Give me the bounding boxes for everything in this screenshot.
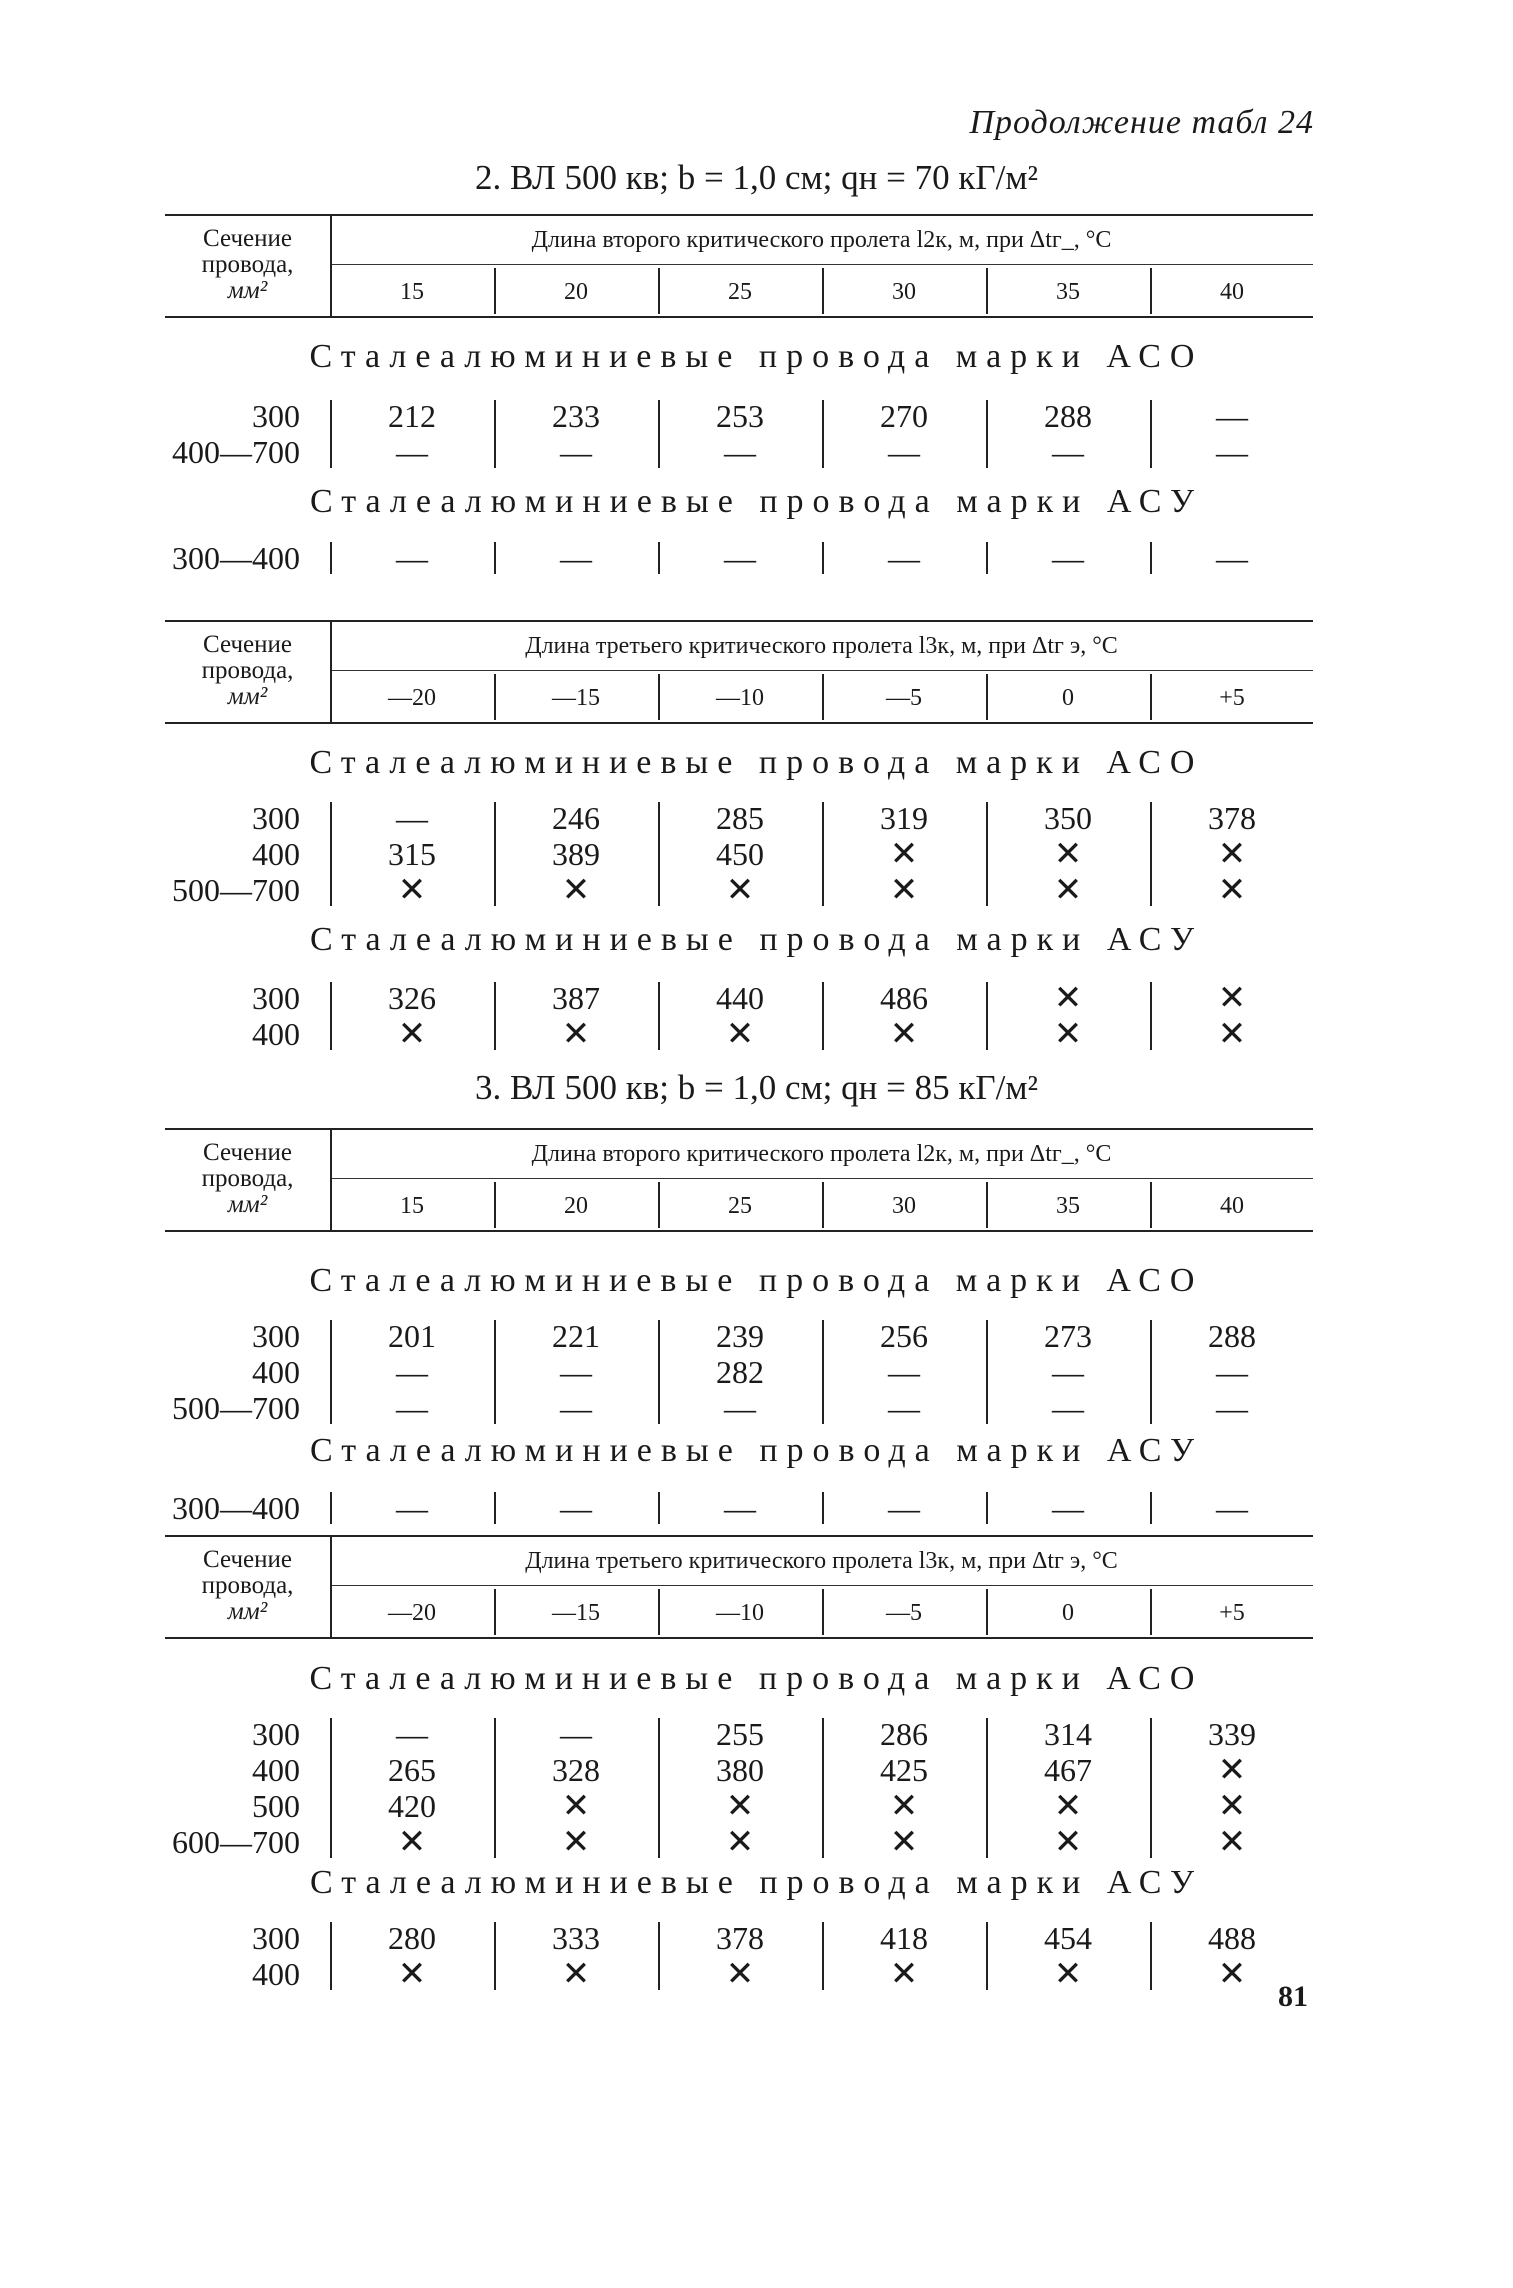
column-divider <box>494 674 496 720</box>
column-header: —20 <box>388 1600 436 1626</box>
table-cell: — <box>396 1390 428 1426</box>
not-applicable-mark: ✕ <box>1217 870 1247 910</box>
table-cell: — <box>1216 1390 1248 1426</box>
column-header: 25 <box>728 279 752 305</box>
table-cell: 285 <box>716 800 764 836</box>
column-divider <box>1150 268 1152 314</box>
row-label: 300 <box>252 800 300 836</box>
table-cell: — <box>1052 434 1084 470</box>
not-applicable-mark: ✕ <box>1053 1822 1083 1862</box>
table-cell: 201 <box>388 1318 436 1354</box>
column-header: +5 <box>1219 685 1245 711</box>
table-cell: — <box>1216 434 1248 470</box>
column-group-header: Длина третьего критического пролета l3к, м, при Δtг э, °С <box>525 1548 1118 1574</box>
table-cell: 389 <box>552 836 600 872</box>
row-header-line: Сечение <box>203 631 292 658</box>
column-header: 20 <box>564 1193 588 1219</box>
not-applicable-mark: ✕ <box>397 870 427 910</box>
table-cell: 339 <box>1208 1716 1256 1752</box>
table-cell: — <box>724 1490 756 1526</box>
column-header: 20 <box>564 279 588 305</box>
table-cell: 350 <box>1044 800 1092 836</box>
not-applicable-mark: ✕ <box>1217 978 1247 1018</box>
table-cell: 286 <box>880 1716 928 1752</box>
table-cell: 333 <box>552 1920 600 1956</box>
not-applicable-mark: ✕ <box>1217 1750 1247 1790</box>
row-label: 500 <box>252 1788 300 1824</box>
column-header: 0 <box>1062 1600 1074 1626</box>
row-label: 300—400 <box>172 1490 300 1526</box>
row-header-line: мм² <box>227 683 268 710</box>
row-label: 300 <box>252 398 300 434</box>
not-applicable-mark: ✕ <box>397 1954 427 1994</box>
row-label: 500—700 <box>172 1390 300 1426</box>
table-top-rule <box>165 620 1313 622</box>
header-mid-rule <box>330 264 1313 265</box>
table-cell: 239 <box>716 1318 764 1354</box>
column-header: —5 <box>886 685 922 711</box>
table-cell: 314 <box>1044 1716 1092 1752</box>
column-header: —10 <box>716 1600 764 1626</box>
table-cell: — <box>396 800 428 836</box>
table-cell: — <box>724 434 756 470</box>
table-cell: — <box>560 1490 592 1526</box>
column-divider <box>822 1589 824 1635</box>
row-header-label <box>165 1140 330 1218</box>
table-cell: 467 <box>1044 1752 1092 1788</box>
not-applicable-mark: ✕ <box>725 870 755 910</box>
table-cell: — <box>560 434 592 470</box>
row-header-line: мм² <box>227 1191 268 1218</box>
table-cell: — <box>1216 398 1248 434</box>
column-header: 0 <box>1062 685 1074 711</box>
table-cell: 418 <box>880 1920 928 1956</box>
column-header: 35 <box>1056 1193 1080 1219</box>
column-divider <box>1150 674 1152 720</box>
row-label: 600—700 <box>172 1824 300 1860</box>
table-cell: 425 <box>880 1752 928 1788</box>
row-label: 300—400 <box>172 540 300 576</box>
table-cell: — <box>396 1354 428 1390</box>
table-cell: 288 <box>1208 1318 1256 1354</box>
table-cell: 378 <box>716 1920 764 1956</box>
row-header-line: мм² <box>227 277 268 304</box>
group-title: Сталеалюминиевые провода марки АСУ <box>309 1864 1204 1901</box>
not-applicable-mark: ✕ <box>889 1822 919 1862</box>
table-cell: 255 <box>716 1716 764 1752</box>
table-cell: — <box>888 540 920 576</box>
table-cell: 212 <box>388 398 436 434</box>
column-header: 35 <box>1056 279 1080 305</box>
header-bottom-rule <box>165 1230 1313 1232</box>
table-cell: 450 <box>716 836 764 872</box>
group-title: Сталеалюминиевые провода марки АСО <box>309 1262 1204 1299</box>
not-applicable-mark: ✕ <box>1217 834 1247 874</box>
row-label: 400 <box>252 836 300 872</box>
column-header: 15 <box>400 1193 424 1219</box>
column-header: —15 <box>552 685 600 711</box>
table-cell: — <box>396 540 428 576</box>
table-cell: 488 <box>1208 1920 1256 1956</box>
column-header: 25 <box>728 1193 752 1219</box>
not-applicable-mark: ✕ <box>889 834 919 874</box>
row-label: 300 <box>252 1318 300 1354</box>
column-header: —20 <box>388 685 436 711</box>
not-applicable-mark: ✕ <box>561 1954 591 1994</box>
group-title: Сталеалюминиевые провода марки АСУ <box>309 483 1204 520</box>
row-header-label <box>165 1547 330 1625</box>
row-header-label <box>165 632 330 710</box>
table-cell: — <box>888 1490 920 1526</box>
row-label: 400 <box>252 1354 300 1390</box>
column-divider <box>986 1589 988 1635</box>
table-cell: — <box>724 540 756 576</box>
data-table <box>165 1535 1313 1994</box>
table-cell: 265 <box>388 1752 436 1788</box>
table-cell: 380 <box>716 1752 764 1788</box>
row-header-line: Сечение <box>203 225 292 252</box>
header-bottom-rule <box>165 722 1313 724</box>
column-divider <box>822 1182 824 1228</box>
not-applicable-mark: ✕ <box>725 1822 755 1862</box>
table-cell: — <box>888 1390 920 1426</box>
column-group-header: Длина второго критического пролета l2к, м, при Δtг_, °С <box>531 1141 1112 1167</box>
table-cell: — <box>1216 1490 1248 1526</box>
table-cell: 326 <box>388 980 436 1016</box>
column-header: +5 <box>1219 1600 1245 1626</box>
header-bottom-rule <box>165 1637 1313 1639</box>
column-divider <box>822 674 824 720</box>
header-mid-rule <box>330 670 1313 671</box>
table-cell: 280 <box>388 1920 436 1956</box>
row-label: 500—700 <box>172 872 300 908</box>
not-applicable-mark: ✕ <box>725 1014 755 1054</box>
group-title: Сталеалюминиевые провода марки АСУ <box>309 921 1204 958</box>
column-header: 40 <box>1220 279 1244 305</box>
column-divider <box>494 1589 496 1635</box>
table-cell: 246 <box>552 800 600 836</box>
table-cell: — <box>560 540 592 576</box>
not-applicable-mark: ✕ <box>1053 1786 1083 1826</box>
table-cell: — <box>724 1390 756 1426</box>
not-applicable-mark: ✕ <box>1053 834 1083 874</box>
not-applicable-mark: ✕ <box>725 1954 755 1994</box>
not-applicable-mark: ✕ <box>725 1786 755 1826</box>
not-applicable-mark: ✕ <box>1217 1014 1247 1054</box>
table-cell: 319 <box>880 800 928 836</box>
table-cell: — <box>1216 540 1248 576</box>
row-header-line: провода, <box>201 1165 294 1192</box>
row-header-line: Сечение <box>203 1546 292 1573</box>
not-applicable-mark: ✕ <box>1217 1954 1247 1994</box>
row-label: 400 <box>252 1752 300 1788</box>
table-cell: 288 <box>1044 398 1092 434</box>
not-applicable-mark: ✕ <box>397 1014 427 1054</box>
column-header: —5 <box>886 1600 922 1626</box>
header-mid-rule <box>330 1585 1313 1586</box>
table-cell: 270 <box>880 398 928 434</box>
not-applicable-mark: ✕ <box>561 1014 591 1054</box>
table-cell: — <box>560 1716 592 1752</box>
table-cell: 454 <box>1044 1920 1092 1956</box>
not-applicable-mark: ✕ <box>1217 1822 1247 1862</box>
column-header: —10 <box>716 685 764 711</box>
column-divider <box>1150 1182 1152 1228</box>
row-label: 300 <box>252 1716 300 1752</box>
column-header: 30 <box>892 279 916 305</box>
column-group-header: Длина второго критического пролета l2к, м, при Δtг_, °С <box>531 227 1112 253</box>
table-cell: 253 <box>716 398 764 434</box>
table-cell: — <box>396 1716 428 1752</box>
column-header: 40 <box>1220 1193 1244 1219</box>
column-divider <box>658 1182 660 1228</box>
table-cell: — <box>888 434 920 470</box>
not-applicable-mark: ✕ <box>561 1786 591 1826</box>
column-divider <box>494 1182 496 1228</box>
header-mid-rule <box>330 1178 1313 1179</box>
not-applicable-mark: ✕ <box>889 1786 919 1826</box>
section-title: 2. ВЛ 500 кв; b = 1,0 см; qн = 70 кГ/м² <box>475 158 1038 197</box>
table-cell: 221 <box>552 1318 600 1354</box>
row-header-line: Сечение <box>203 1139 292 1166</box>
row-label: 300 <box>252 1920 300 1956</box>
table-top-rule <box>165 1535 1313 1537</box>
page-number: 81 <box>1278 1980 1308 2013</box>
header-bottom-rule <box>165 316 1313 318</box>
table-cell: — <box>1052 1490 1084 1526</box>
not-applicable-mark: ✕ <box>397 1822 427 1862</box>
not-applicable-mark: ✕ <box>889 870 919 910</box>
row-header-label <box>165 226 330 304</box>
not-applicable-mark: ✕ <box>1053 978 1083 1018</box>
table-cell: — <box>560 1354 592 1390</box>
table-cell: 440 <box>716 980 764 1016</box>
row-header-line: мм² <box>227 1598 268 1625</box>
table-cell: — <box>1052 540 1084 576</box>
table-cell: — <box>1216 1354 1248 1390</box>
row-label: 300 <box>252 980 300 1016</box>
column-divider <box>1150 1589 1152 1635</box>
row-label: 400—700 <box>172 434 300 470</box>
table-cell: 378 <box>1208 800 1256 836</box>
column-divider <box>986 1182 988 1228</box>
group-title: Сталеалюминиевые провода марки АСО <box>309 744 1204 781</box>
not-applicable-mark: ✕ <box>561 1822 591 1862</box>
data-table <box>165 1128 1313 1526</box>
table-cell: 486 <box>880 980 928 1016</box>
not-applicable-mark: ✕ <box>561 870 591 910</box>
table-cell: — <box>396 1490 428 1526</box>
column-header: 15 <box>400 279 424 305</box>
table-cell: — <box>1052 1354 1084 1390</box>
column-divider <box>822 268 824 314</box>
row-label: 400 <box>252 1016 300 1052</box>
column-divider <box>658 268 660 314</box>
group-title: Сталеалюминиевые провода марки АСО <box>309 338 1204 375</box>
column-divider <box>986 674 988 720</box>
data-table <box>165 214 1313 576</box>
table-cell: 256 <box>880 1318 928 1354</box>
table-cell: — <box>396 434 428 470</box>
table-cell: — <box>888 1354 920 1390</box>
not-applicable-mark: ✕ <box>889 1954 919 1994</box>
group-title: Сталеалюминиевые провода марки АСУ <box>309 1432 1204 1469</box>
table-cell: 233 <box>552 398 600 434</box>
not-applicable-mark: ✕ <box>1053 1014 1083 1054</box>
section-title: 3. ВЛ 500 кв; b = 1,0 см; qн = 85 кГ/м² <box>475 1068 1038 1107</box>
table-top-rule <box>165 214 1313 216</box>
not-applicable-mark: ✕ <box>1053 1954 1083 1994</box>
table-cell: 328 <box>552 1752 600 1788</box>
column-divider <box>494 268 496 314</box>
table-cell: 315 <box>388 836 436 872</box>
column-divider <box>658 674 660 720</box>
row-header-line: провода, <box>201 1572 294 1599</box>
not-applicable-mark: ✕ <box>889 1014 919 1054</box>
continuation-label: Продолжение табл 24 <box>969 104 1314 141</box>
row-header-line: провода, <box>201 657 294 684</box>
column-divider <box>658 1589 660 1635</box>
table-cell: 282 <box>716 1354 764 1390</box>
table-cell: 420 <box>388 1788 436 1824</box>
column-header: —15 <box>552 1600 600 1626</box>
table-cell: — <box>560 1390 592 1426</box>
table-top-rule <box>165 1128 1313 1130</box>
group-title: Сталеалюминиевые провода марки АСО <box>309 1660 1204 1697</box>
row-label: 400 <box>252 1956 300 1992</box>
column-header: 30 <box>892 1193 916 1219</box>
not-applicable-mark: ✕ <box>1217 1786 1247 1826</box>
table-cell: 387 <box>552 980 600 1016</box>
column-group-header: Длина третьего критического пролета l3к, м, при Δtг э, °С <box>525 633 1118 659</box>
table-cell: — <box>1052 1390 1084 1426</box>
table-cell: 273 <box>1044 1318 1092 1354</box>
column-divider <box>986 268 988 314</box>
data-table <box>165 620 1313 1054</box>
row-header-line: провода, <box>201 251 294 278</box>
not-applicable-mark: ✕ <box>1053 870 1083 910</box>
